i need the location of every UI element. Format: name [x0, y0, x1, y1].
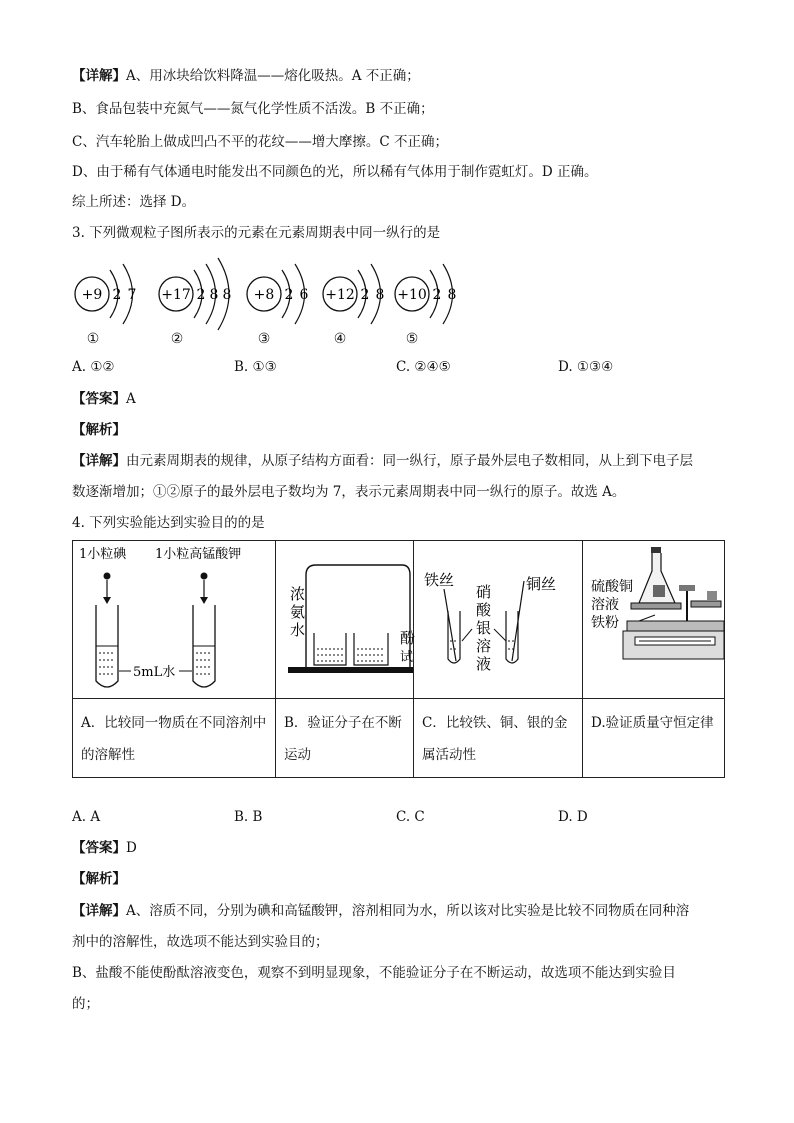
svg-text:溶: 溶: [476, 637, 492, 655]
q4-option-c: C. C: [396, 809, 425, 825]
svg-text:水: 水: [290, 621, 306, 639]
svg-text:酸: 酸: [476, 601, 492, 619]
svg-text:硝: 硝: [476, 583, 492, 601]
atom-2-diagram: [159, 258, 231, 330]
svg-text:2: 2: [360, 287, 370, 303]
svg-text:2: 2: [284, 287, 294, 303]
svg-text:铁丝: 铁丝: [424, 571, 455, 589]
svg-text:2: 2: [196, 287, 206, 303]
q3-option-a: A. ①②: [72, 359, 115, 375]
q4-detail-line2: 剂中的溶解性，故选项不能达到实验目的；: [72, 934, 329, 950]
q2-detail-line3: C、汽车轮胎上做成凹凸不平的花纹——增大摩擦。C 不正确；: [72, 134, 448, 150]
svg-text:8: 8: [375, 287, 385, 303]
experiment-table: [72, 540, 725, 778]
svg-text:酚: 酚: [400, 629, 416, 647]
q3-option-c: C. ②④⑤: [396, 359, 451, 375]
svg-text:2: 2: [112, 287, 122, 303]
q2-detail-line4: D、由于稀有气体通电时能发出不同颜色的光，所以稀有气体用于制作霓虹灯。D 正确。: [72, 164, 598, 180]
svg-text:1小粒碘: 1小粒碘: [79, 547, 127, 562]
q4-option-d: D. D: [558, 809, 588, 825]
atom-1-diagram: [75, 264, 136, 324]
q3-answer: 【答案】A: [72, 391, 136, 407]
experiment-d-figure: [583, 541, 725, 699]
atom-4-diagram: [323, 264, 384, 324]
atom-4-label: ④: [333, 331, 347, 347]
atom-3-label: ③: [257, 331, 271, 347]
svg-text:6: 6: [299, 287, 309, 303]
q4-analysis-heading: 【解析】: [72, 871, 126, 887]
svg-text:溶液: 溶液: [591, 597, 619, 613]
q3-detail-line1: 【详解】由元素周期表的规律，从原子结构方面看：同一纵行，原子最外层电子数相同，从上到下电子层: [72, 453, 693, 469]
experiment-b-figure: [276, 541, 414, 699]
q2-detail-line2: B、食品包装中充氮气——氮气化学性质不活泼。B 不正确；: [72, 101, 434, 117]
q4-detail-line1: 【详解】A、溶质不同，分别为碘和高锰酸钾，溶剂相同为水，所以该对比实验是比较不同物质在同种溶: [72, 903, 690, 919]
svg-text:铜丝: 铜丝: [526, 575, 557, 593]
atom-1-label: ①: [86, 331, 100, 347]
svg-text:8: 8: [209, 287, 219, 303]
svg-text:1小粒高锰酸钾: 1小粒高锰酸钾: [155, 547, 242, 562]
experiment-d-caption: D.验证质量守恒定律: [583, 699, 725, 778]
svg-text:8: 8: [222, 287, 232, 303]
svg-text:+12: +12: [325, 287, 355, 303]
q2-summary: 综上所述：选择 D。: [72, 194, 196, 210]
svg-text:2: 2: [432, 287, 442, 303]
atom-2-label: ②: [170, 331, 184, 347]
q4-stem: 4. 下列实验能达到实验目的的是: [72, 515, 265, 531]
svg-text:+8: +8: [253, 287, 275, 303]
atom-3-diagram: [247, 264, 309, 324]
q3-option-b: B. ①③: [234, 359, 277, 375]
atom-5-diagram: [395, 264, 456, 324]
q3-detail-line2: 数逐渐增加；①②原子的最外层电子数均为 7，表示元素周期表中同一纵行的原子。故选 A。: [72, 484, 626, 500]
experiment-a-figure: [73, 541, 276, 699]
svg-text:5mL水: 5mL水: [133, 665, 176, 680]
svg-text:试: 试: [400, 650, 414, 665]
svg-text:氨: 氨: [290, 603, 306, 621]
q3-stem: 3. 下列微观粒子图所表示的元素在元素周期表中同一纵行的是: [72, 225, 441, 241]
svg-text:+10: +10: [397, 287, 427, 303]
q2-detail-line1: 【详解】A、用冰块给饮料降温——熔化吸热。A 不正确；: [72, 68, 420, 84]
q3-analysis-heading: 【解析】: [72, 422, 126, 438]
q4-option-b: B. B: [234, 809, 263, 825]
svg-text:液: 液: [476, 655, 492, 673]
q4-option-a: A. A: [72, 809, 101, 825]
svg-text:+9: +9: [81, 287, 103, 303]
q4-detail-line4: 的；: [72, 996, 99, 1012]
atom-structure-diagrams: [60, 252, 480, 332]
svg-text:银: 银: [476, 619, 492, 637]
q3-option-d: D. ①③④: [558, 359, 614, 375]
experiment-c-figure: [414, 541, 583, 699]
experiment-c-caption: C．比较铁、铜、银的金属活动性: [414, 699, 583, 778]
q4-detail-line3: B、盐酸不能使酚酞溶液变色，观察不到明显现象，不能验证分子在不断运动，故选项不能达到实验目: [72, 965, 676, 981]
experiment-captions-row: [73, 699, 725, 778]
svg-text:硫酸铜: 硫酸铜: [591, 579, 633, 595]
svg-text:8: 8: [447, 287, 457, 303]
experiment-figures-row: [73, 541, 725, 699]
svg-text:铁粉: 铁粉: [591, 615, 619, 631]
q4-answer: 【答案】D: [72, 840, 137, 856]
svg-text:7: 7: [127, 287, 137, 303]
svg-text:浓: 浓: [290, 585, 306, 603]
experiment-b-caption: B．验证分子在不断运动: [276, 699, 414, 778]
svg-text:+17: +17: [161, 287, 191, 303]
atom-5-label: ⑤: [405, 331, 419, 347]
experiment-a-caption: A．比较同一物质在不同溶剂中的溶解性: [73, 699, 276, 778]
